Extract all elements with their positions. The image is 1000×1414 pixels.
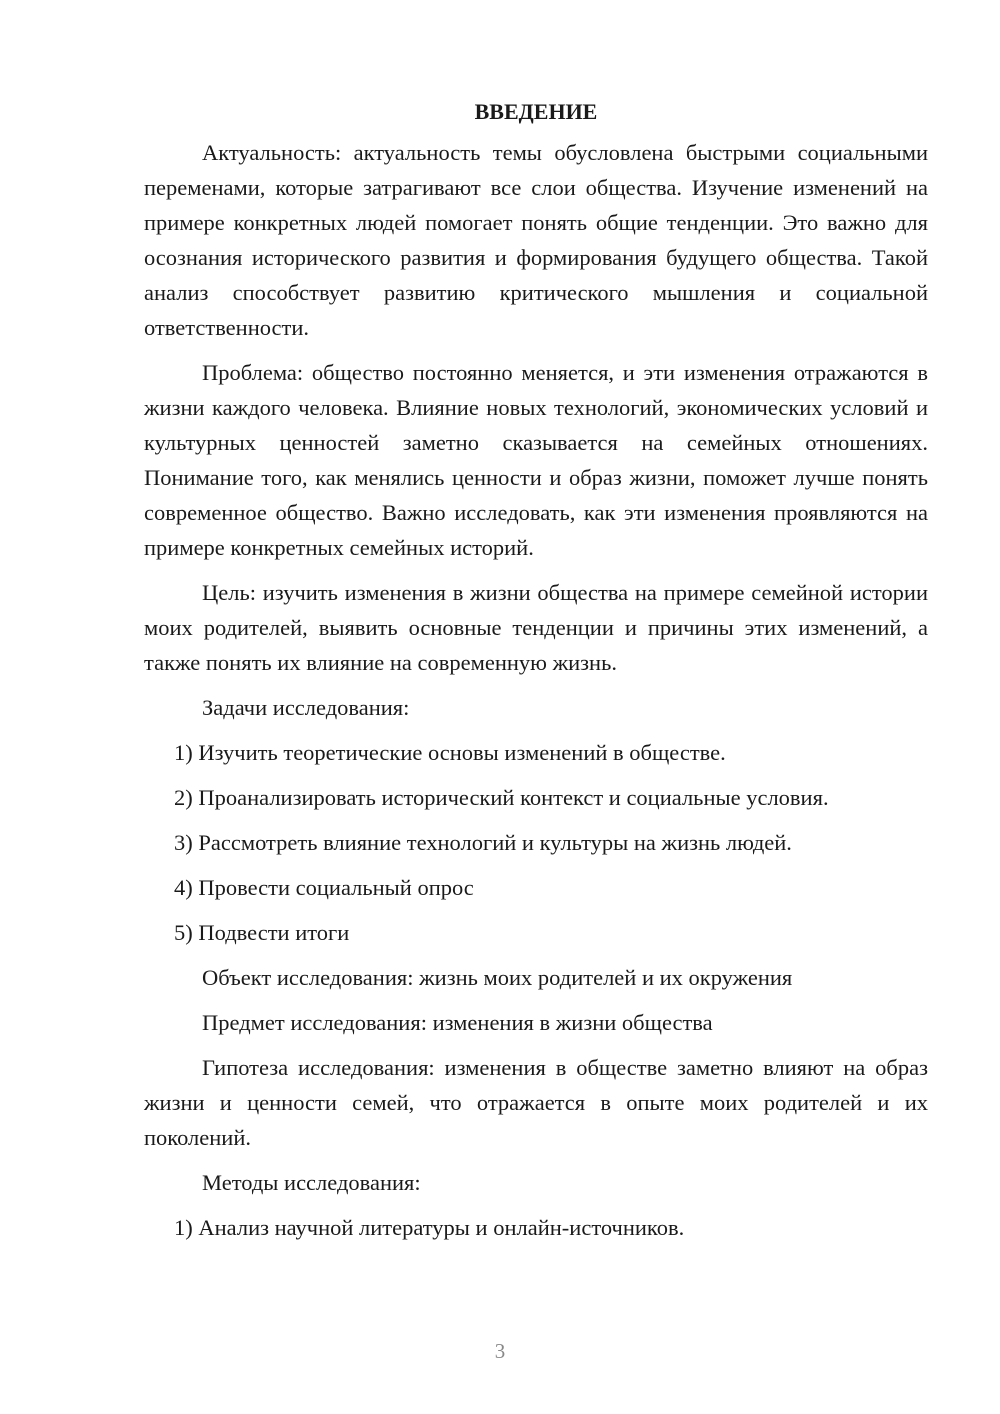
relevance-paragraph: Актуальность: актуальность темы обусловлена быстрыми социальными переменами, которые затрагивают все слои общества. Изучение изменений на примере конкретных людей помогает понять общие тенденции. Это важно для осознания исторического развития и формирования будущего общества. Такой анализ способствует развитию критического мышления и социальной ответственности. [144,140,928,340]
task-item-1: 1) Изучить теоретические основы изменений в обществе. [174,740,726,765]
task-item-4: 4) Провести социальный опрос [174,875,474,900]
subject-paragraph: Предмет исследования: изменения в жизни общества [202,1010,713,1035]
section-title: ВВЕДЕНИЕ [474,99,598,124]
methods-heading: Методы исследования: [202,1170,421,1195]
goal-paragraph: Цель: изучить изменения в жизни общества на примере семейной истории моих родителей, выявить основные тенденции и причины этих изменений, а также понять их влияние на современную жизнь. [144,580,928,675]
object-paragraph: Объект исследования: жизнь моих родителей и их окружения [202,965,793,990]
task-item-5: 5) Подвести итоги [174,920,350,945]
task-item-2: 2) Проанализировать исторический контекст и социальные условия. [174,785,829,810]
task-item-3: 3) Рассмотреть влияние технологий и культуры на жизнь людей. [174,830,792,855]
hypothesis-paragraph: Гипотеза исследования: изменения в обществе заметно влияют на образ жизни и ценности семей, что отражается в опыте моих родителей и их поколений. [144,1055,928,1150]
method-item-1: 1) Анализ научной литературы и онлайн-источников. [174,1215,685,1240]
problem-paragraph: Проблема: общество постоянно меняется, и эти изменения отражаются в жизни каждого человека. Влияние новых технологий, экономических условий и культурных ценностей заметно сказывается на семейных отношениях. Понимание того, как менялись ценности и образ жизни, поможет лучше понять современное общество. Важно исследовать, как эти изменения проявляются на примере конкретных семейных историй. [144,360,928,560]
tasks-heading: Задачи исследования: [202,695,410,720]
page-number: 3 [494,1339,506,1363]
